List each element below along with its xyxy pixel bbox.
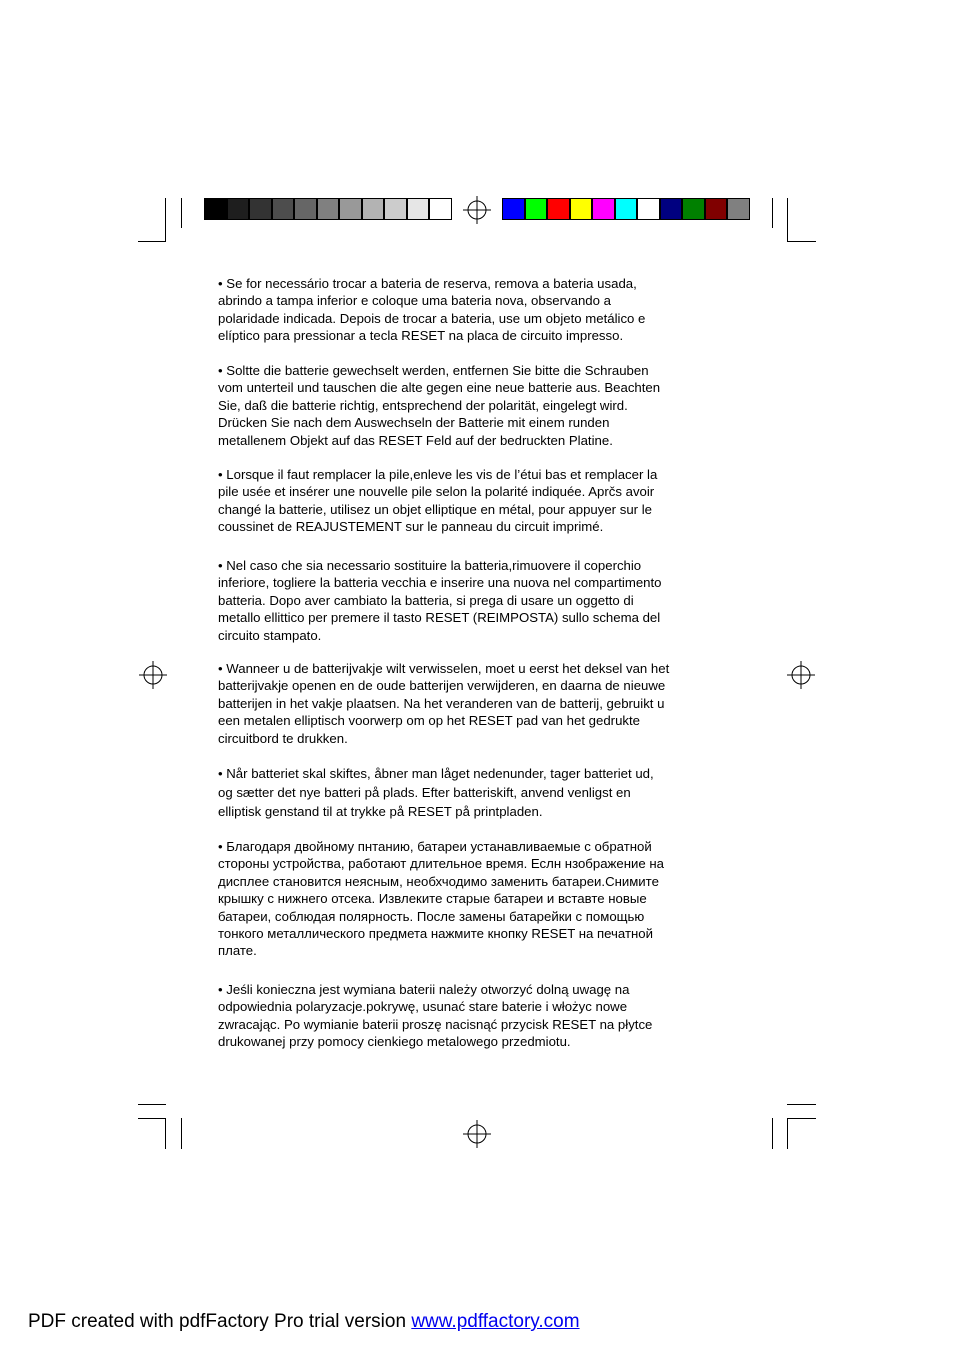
paragraph-dutch: • Wanneer u de batterijvakje wilt verwisselen, moet u eerst het deksel van het batterijvakje openen en de oude batterijen verwijderen, en daarna de nieuwe batterijen in het vakje plaatsen. Na het veranderen van de batterij, gebruikt u een metalen elliptisch voorwerp om op het RESET pad van het gedrukte circuitbord te drukken. [218,661,670,746]
paragraph-polish: • Jeśli konieczna jest wymiana baterii należy otworzyć dolną uwagę na odpowiednia polaryzacje.pokrywę, usunać stare baterie i włożyc nowe zwracając. Po wymianie baterii proszę nacisnąć przycisk RESET na płytce drukowanej przy pomocy cienkiego metalowego przedmiotu. [218,982,653,1050]
footer-link[interactable]: www.pdffactory.com [411,1311,580,1332]
crop-mark-top-right-vertical [787,198,788,242]
crop-mark-bottom-left-inner [181,1118,182,1149]
color-swatch [525,198,548,220]
paragraph-russian: • Благодаря двойному пнтанию, батареи устанавливаемые с обратной стороны устройства, работают длительное время. Еслн нзображение на дисплее становится неясным, необхчодимо заменить батареи.Снимите крышку с нижнего отсека. Извлеките старые батареи и вставте новые батареи, соблюдая полярность. После замены батарейки с помощью тонкого металлического предмета нажмите кнопку RESET на печатной плате. [218,839,664,959]
color-swatch [547,198,570,220]
gray-swatch [272,198,295,220]
color-swatch [615,198,638,220]
gray-swatch [362,198,385,220]
registration-mark-bottom-icon [463,1120,491,1148]
grayscale-color-bar [204,198,452,220]
footer-text: PDF created with pdfFactory Pro trial version [28,1311,412,1332]
crop-mark-bottom-right-vertical [787,1118,788,1149]
gray-swatch [204,198,227,220]
registration-mark-left-icon [139,661,167,689]
crop-mark-bottom-right-inner [772,1118,773,1149]
paragraph-portuguese: • Se for necessário trocar a bateria de reserva, remova a bateria usada, abrindo a tampa inferior e coloque uma bateria nova, observando a polaridade indicada. Depois de trocar a bateria, use um objeto metálico e elíptico para pressionar a tecla RESET na placa de circuito impresso. [218,276,646,344]
gray-swatch [249,198,272,220]
paragraph-italian: • Nel caso che sia necessario sostituire la batteria,rimuovere il coperchio inferiore, togliere la batteria vecchia e inserire una nuova nel compartimento batteria. Dopo aver cambiato la batteria, si prega di usare un oggetto di metallo ellittico per premere il tasto RESET (REIMPOSTA) sullo schema del circuito stampato. [218,558,662,643]
color-calibration-bar [502,198,750,220]
crop-mark-top-left-horizontal [138,241,166,242]
registration-mark-right-icon [787,661,815,689]
gray-swatch [227,198,250,220]
color-swatch [637,198,660,220]
crop-mark-bottom-right-top [787,1104,816,1105]
gray-swatch [407,198,430,220]
paragraph-danish: • Når batteriet skal skiftes, åbner man låget nedenunder, tager batteriet ud, og sætter det nye batteri på plads. Efter batteriskift, anvend venligst en elliptisk genstand til at trykke på RESET på printpladen. [218,766,654,819]
gray-swatch [294,198,317,220]
color-swatch [727,198,750,220]
gray-swatch [429,198,452,220]
crop-mark-bottom-right-horizontal [787,1118,816,1119]
crop-mark-top-right-inner [772,198,773,228]
color-swatch [682,198,705,220]
paragraph-german: • Soltte die batterie gewechselt werden, entfernen Sie bitte die Schrauben vom unterteil und tauschen die alte gegen eine neue batterie aus. Beachten Sie, daß die batterie richtig, entsprechend der polarität, eingelegt wird. Drücken Sie nach dem Auswechseln der Batterie mit einem runden metallenem Objekt auf das RESET Feld auf der bedruckten Platine. [218,363,661,448]
crop-mark-bottom-left-horizontal [138,1118,166,1119]
pdf-footer [28,1311,580,1333]
crop-mark-bottom-left-top [138,1104,166,1105]
color-swatch [592,198,615,220]
crop-mark-top-left-inner [181,198,182,228]
color-swatch [705,198,728,220]
crop-mark-bottom-left-vertical [165,1118,166,1149]
color-swatch [570,198,593,220]
gray-swatch [384,198,407,220]
color-swatch [502,198,525,220]
registration-mark-top-icon [463,196,491,224]
crop-mark-top-left-vertical [165,198,166,242]
gray-swatch [317,198,340,220]
color-swatch [660,198,683,220]
gray-swatch [339,198,362,220]
crop-mark-top-right-horizontal [787,241,816,242]
paragraph-french: • Lorsque il faut remplacer la pile,enleve les vis de l’étui bas et remplacer la pile usée et insérer une nouvelle pile selon la polarité indiquée. Aprčs avoir changé la batterie, utilisez un objet elliptique en métal, pour appuyer sur le coussinet de REAJUSTEMENT sur le panneau du circuit imprimé. [218,467,658,535]
